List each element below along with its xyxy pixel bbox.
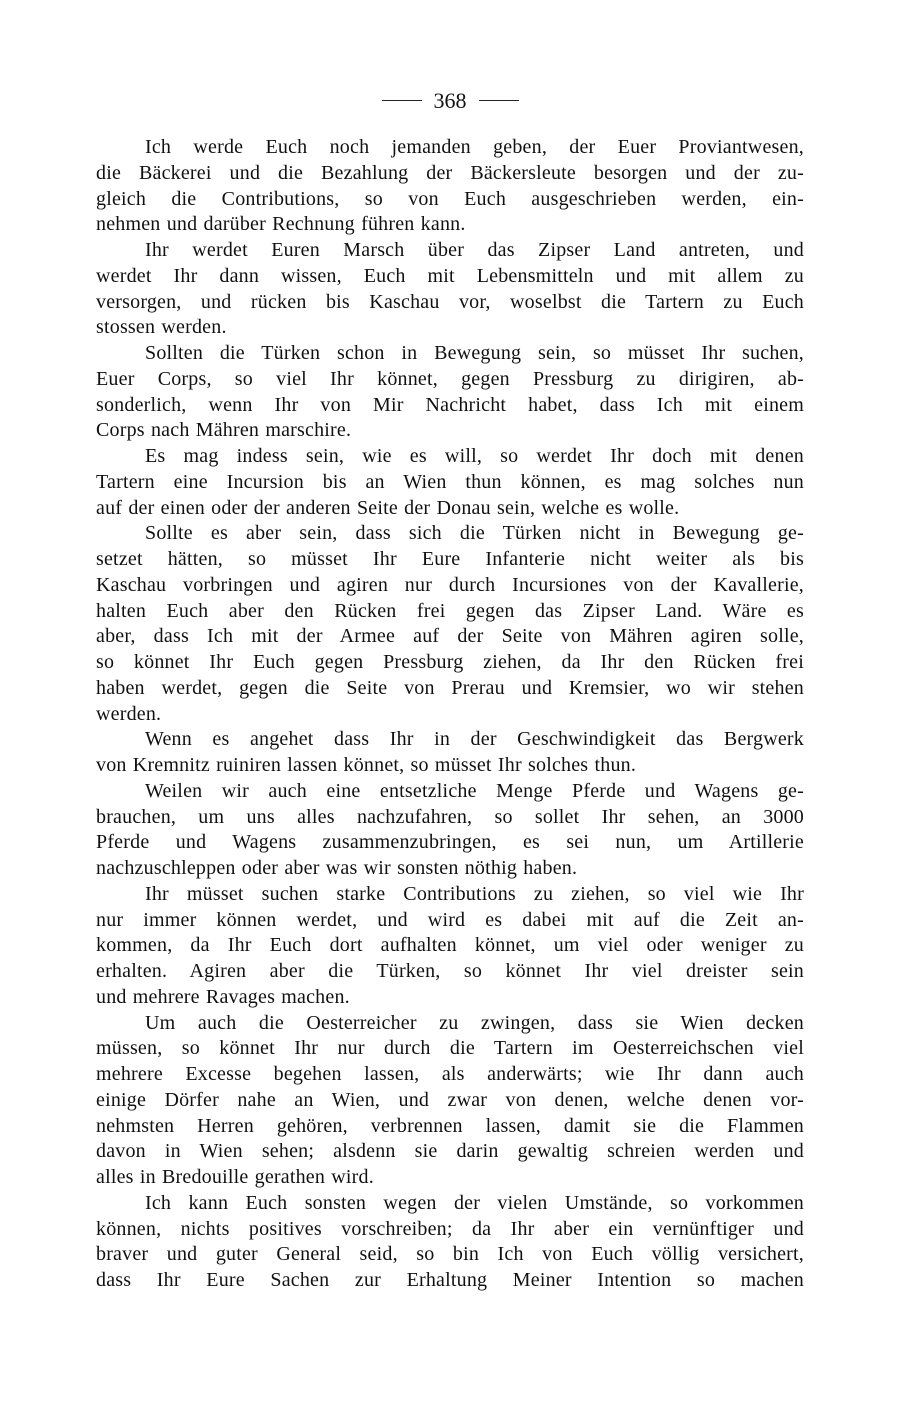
text-line: werdet Ihr dann wissen, Euch mit Lebensmitteln und mit allem zu bbox=[96, 264, 804, 287]
body-text bbox=[96, 135, 804, 1294]
paragraph bbox=[96, 238, 804, 341]
text-line: aber, dass Ich mit der Armee auf der Seite von Mähren agiren solle, bbox=[96, 625, 804, 648]
text-line: mehrere Excesse begehen lassen, als anderwärts; wie Ihr dann auch bbox=[96, 1063, 804, 1085]
text-line: kommen, da Ihr Euch dort aufhalten könnet, um viel oder weniger zu bbox=[96, 934, 804, 957]
text-line: brauchen, um uns alles nachzufahren, so sollet Ihr sehen, an 3000 bbox=[96, 805, 804, 828]
paragraph bbox=[96, 521, 804, 727]
text-line: nachzuschleppen oder aber was wir sonsten nöthig haben. bbox=[96, 857, 578, 879]
text-line: Corps nach Mähren marschire. bbox=[96, 419, 352, 442]
text-line: Wenn es angehet dass Ihr in der Geschwindigkeit das Bergwerk bbox=[145, 728, 804, 751]
header-rule-right bbox=[479, 100, 519, 101]
page-header bbox=[0, 88, 900, 114]
text-line: werden. bbox=[96, 702, 162, 725]
text-line: Ihr werdet Euren Marsch über das Zipser Land antreten, und bbox=[145, 239, 804, 261]
paragraph bbox=[96, 1011, 804, 1191]
text-line: braver und guter General seid, so bin Ich von Euch völlig versichert, bbox=[96, 1243, 804, 1266]
paragraph bbox=[96, 341, 804, 444]
text-line: haben werdet, gegen die Seite von Prerau und Kremsier, wo wir stehen bbox=[96, 676, 804, 699]
text-line: können, nichts positives vorschreiben; da Ihr aber ein vernünftiger und bbox=[96, 1217, 804, 1240]
text-line: Sollte es aber sein, dass sich die Türken nicht in Bewegung ge- bbox=[145, 522, 804, 545]
text-line: von Kremnitz ruiniren lassen könnet, so müsset Ihr solches thun. bbox=[96, 754, 637, 776]
text-line: gleich die Contributions, so von Euch ausgeschrieben werden, ein- bbox=[96, 187, 804, 210]
paragraph bbox=[96, 1191, 804, 1294]
page-number: 368 bbox=[433, 88, 467, 113]
text-line: Tartern eine Incursion bis an Wien thun können, es mag solches nun bbox=[96, 470, 804, 493]
text-line: nehmen und darüber Rechnung führen kann. bbox=[96, 213, 466, 236]
header-rule-left bbox=[382, 100, 422, 101]
paragraph bbox=[96, 779, 804, 882]
text-line: dass Ihr Eure Sachen zur Erhaltung Meiner Intention so machen bbox=[96, 1269, 804, 1291]
text-line: Um auch die Oesterreicher zu zwingen, dass sie Wien decken bbox=[145, 1011, 804, 1034]
text-line: alles in Bredouille gerathen wird. bbox=[96, 1166, 374, 1188]
text-line: so könnet Ihr Euch gegen Pressburg ziehen, da Ihr den Rücken frei bbox=[96, 651, 804, 673]
text-line: einige Dörfer nahe an Wien, und zwar von denen, welche denen vor- bbox=[96, 1088, 804, 1111]
paragraph bbox=[96, 444, 804, 521]
text-line: halten Euch aber den Rücken frei gegen das Zipser Land. Wäre es bbox=[96, 599, 804, 622]
text-line: die Bäckerei und die Bezahlung der Bäckersleute besorgen und der zu- bbox=[96, 161, 804, 184]
text-line: Ich werde Euch noch jemanden geben, der Euer Proviantwesen, bbox=[145, 136, 804, 158]
text-line: und mehrere Ravages machen. bbox=[96, 985, 350, 1008]
text-line: nehmsten Herren gehören, verbrennen lassen, damit sie die Flammen bbox=[96, 1114, 804, 1137]
text-line: Es mag indess sein, wie es will, so werdet Ihr doch mit denen bbox=[145, 445, 804, 467]
text-line: versorgen, und rücken bis Kaschau vor, woselbst die Tartern zu Euch bbox=[96, 290, 804, 313]
text-line: sonderlich, wenn Ihr von Mir Nachricht habet, dass Ich mit einem bbox=[96, 393, 804, 416]
text-line: müssen, so könnet Ihr nur durch die Tartern im Oesterreichschen viel bbox=[96, 1037, 804, 1060]
text-line: Weilen wir auch eine entsetzliche Menge Pferde und Wagens ge- bbox=[145, 779, 804, 802]
text-line: Ihr müsset suchen starke Contributions zu ziehen, so viel wie Ihr bbox=[145, 882, 804, 905]
paragraph bbox=[96, 727, 804, 779]
text-line: setzet hätten, so müsset Ihr Eure Infanterie nicht weiter als bis bbox=[96, 548, 804, 570]
text-line: auf der einen oder der anderen Seite der Donau sein, welche es wolle. bbox=[96, 496, 680, 519]
paragraph bbox=[96, 135, 804, 238]
text-line: Ich kann Euch sonsten wegen der vielen Umstände, so vorkommen bbox=[145, 1191, 804, 1214]
text-line: stossen werden. bbox=[96, 316, 227, 339]
text-line: nur immer können werdet, und wird es dabei mit auf die Zeit an- bbox=[96, 908, 804, 931]
text-line: davon in Wien sehen; alsdenn sie darin gewaltig schreien werden und bbox=[96, 1140, 804, 1163]
text-line: Euer Corps, so viel Ihr könnet, gegen Pressburg zu dirigiren, ab- bbox=[96, 367, 804, 390]
text-line: Sollten die Türken schon in Bewegung sein, so müsset Ihr suchen, bbox=[145, 342, 804, 364]
text-line: Kaschau vorbringen und agiren nur durch Incursiones von der Kavallerie, bbox=[96, 573, 804, 596]
paragraph bbox=[96, 882, 804, 1011]
text-line: erhalten. Agiren aber die Türken, so könnet Ihr viel dreister sein bbox=[96, 960, 804, 982]
text-line: Pferde und Wagens zusammenzubringen, es sei nun, um Artillerie bbox=[96, 831, 804, 854]
